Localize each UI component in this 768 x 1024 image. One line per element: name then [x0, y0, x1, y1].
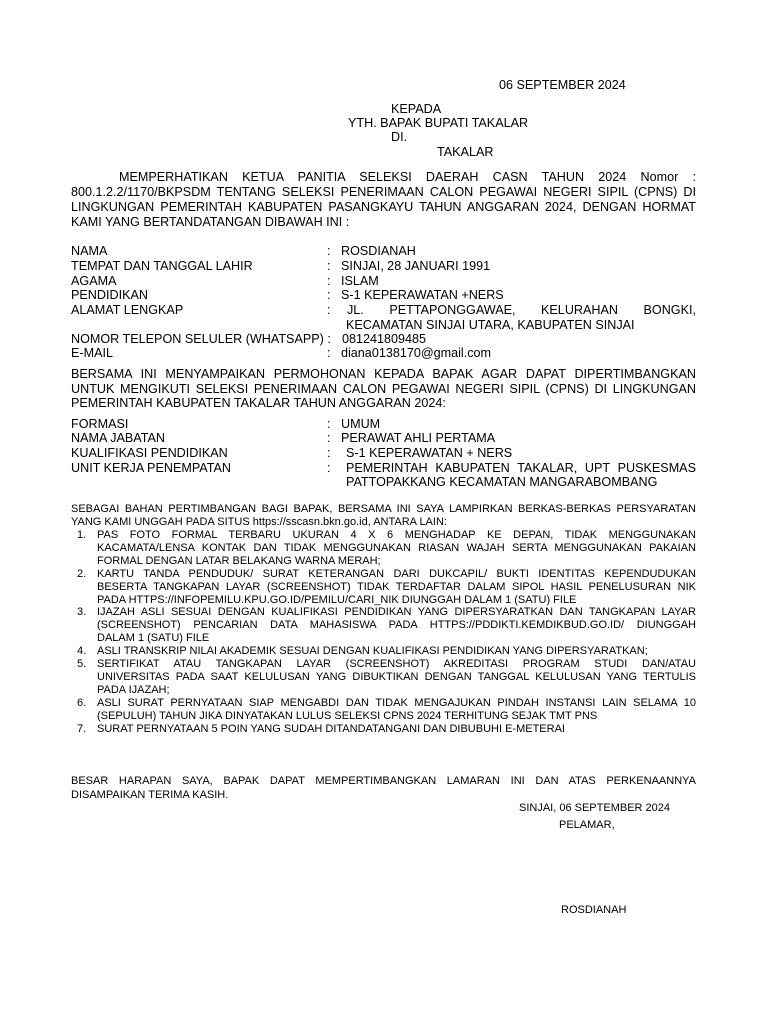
field-value: ISLAM: [341, 274, 379, 288]
field-colon: :: [327, 461, 331, 475]
field-value: PERAWAT AHLI PERTAMA: [341, 431, 496, 445]
signature-role: PELAMAR,: [559, 819, 615, 831]
attachment-number: 1.: [77, 529, 87, 541]
field-value: S-1 KEPERAWATAN +NERS: [341, 288, 504, 302]
identity-row-education: [71, 288, 701, 303]
field-label: NOMOR TELEPON SELULER (WHATSAPP) :: [71, 332, 331, 346]
intro-line-2: 800.1.2.2/1170/BKPSDM TENTANG SELEKSI PENERIMAAN CALON PEGAWAI NEGERI SIPIL (CPNS) DI: [71, 185, 696, 199]
field-label: TEMPAT DAN TANGGAL LAHIR: [71, 259, 253, 273]
request-line-1: BERSAMA INI MENYAMPAIKAN PERMOHONAN KEPADA BAPAK AGAR DAPAT DIPERTIMBANGKAN: [71, 367, 696, 381]
field-label: E-MAIL: [71, 346, 113, 360]
position-row-qualification: [71, 446, 701, 461]
field-label: NAMA JABATAN: [71, 431, 166, 445]
attachment-number: 3.: [77, 606, 87, 618]
field-value: 081241809485: [342, 332, 427, 346]
intro-line-3: LINGKUNGAN PEMERINTAH KABUPATEN PASANGKAYU TAHUN ANGGARAN 2024, DENGAN HORMAT: [71, 200, 696, 214]
attachments-intro-line-1: SEBAGAI BAHAN PERTIMBANGAN BAGI BAPAK, BERSAMA INI SAYA LAMPIRKAN BERKAS-BERKAS PERSYARATAN: [71, 503, 696, 515]
field-value: S-1 KEPERAWATAN + NERS: [346, 446, 513, 460]
field-label: AGAMA: [71, 274, 117, 288]
position-row-unit: [71, 461, 701, 476]
identity-row-address: [71, 303, 701, 318]
intro-line-4: KAMI YANG BERTANDATANGAN DIBAWAH INI :: [71, 215, 350, 229]
recipient-line-4: TAKALAR: [437, 145, 494, 159]
attachment-line: ASLI SURAT PERNYATAAN SIAP MENGABDI DAN TIDAK MENGAJUKAN PINDAH INSTANSI LAIN SELAMA 10: [97, 697, 696, 709]
field-value: JL. PETTAPONGGAWAE, KELURAHAN BONGKI,: [347, 303, 696, 317]
field-colon: :: [327, 431, 331, 445]
signature-place-date: SINJAI, 06 SEPTEMBER 2024: [519, 802, 671, 814]
identity-row-religion: [71, 274, 701, 289]
attachment-line: SURAT PERNYATAAN 5 POIN YANG SUDAH DITANDATANGANI DAN DIBUBUHI E-METERAI: [97, 723, 565, 735]
field-label: PENDIDIKAN: [71, 288, 148, 302]
attachment-line: IJAZAH ASLI SESUAI DENGAN KUALIFIKASI PENDIDIKAN YANG DIPERSYARATKAN DAN TANGKAPAN LAYAR: [97, 606, 696, 618]
field-label: NAMA: [71, 244, 108, 258]
attachment-number: 2.: [77, 568, 87, 580]
position-row-title: [71, 431, 701, 446]
field-colon: :: [327, 446, 331, 460]
field-value: SINJAI, 28 JANUARI 1991: [341, 259, 491, 273]
field-colon: :: [327, 288, 331, 302]
closing-line-1: BESAR HARAPAN SAYA, BAPAK DAPAT MEMPERTIMBANGKAN LAMARAN INI DAN ATAS PERKENAANNYA: [71, 775, 696, 787]
signature-name: ROSDIANAH: [561, 904, 627, 916]
attachment-line: KARTU TANDA PENDUDUK/ SURAT KETERANGAN DARI DUKCAPIL/ BUKTI IDENTITAS KEPENDUDUKAN: [97, 568, 696, 580]
attachment-number: 5.: [77, 658, 87, 670]
attachment-line: (SCREENSHOT) PENCARIAN DATA MAHASISWA PADA HTTPS://PDDIKTI.KEMDIKBUD.GO.ID/ DIUNGGAH: [97, 619, 696, 631]
attachment-number: 4.: [77, 645, 87, 657]
letter-date: 06 SEPTEMBER 2024: [499, 78, 626, 92]
field-colon: :: [327, 417, 331, 431]
closing-line-2: DISAMPAIKAN TERIMA KASIH.: [71, 789, 229, 801]
identity-row-phone: [71, 332, 701, 347]
attachment-line: PAS FOTO FORMAL TERBARU UKURAN 4 X 6 MENGHADAP KE DEPAN, TIDAK MENGGUNAKAN: [97, 529, 696, 541]
attachment-number: 6.: [77, 697, 87, 709]
identity-row-name: [71, 244, 701, 259]
attachment-line: DALAM 1 (SATU) FILE: [97, 632, 210, 644]
attachments-intro-line-2: YANG KAMI UNGGAH PADA SITUS https://sscasn.bkn.go.id, ANTARA LAIN:: [71, 516, 447, 528]
position-row-formation: [71, 417, 701, 432]
field-label: FORMASI: [71, 417, 129, 431]
field-colon: :: [327, 259, 331, 273]
attachment-line: PADA IJAZAH;: [97, 684, 170, 696]
field-value: PEMERINTAH KABUPATEN TAKALAR, UPT PUSKESMAS: [346, 461, 696, 475]
field-label: KUALIFIKASI PENDIDIKAN: [71, 446, 228, 460]
identity-row-birth: [71, 259, 701, 274]
field-value: diana0138170@gmail.com: [341, 346, 492, 360]
attachment-line: BESERTA TANGKAPAN LAYAR (SCREENSHOT) TIDAK TERDAFTAR DALAM SIPOL HASIL PENELUSURAN NIK: [97, 581, 696, 593]
field-value: ROSDIANAH: [341, 244, 416, 258]
field-colon: :: [327, 274, 331, 288]
attachment-line: PADA HTTPS://INFOPEMILU.KPU.GO.ID/PEMILU/CARI_NIK DIUNGGAH DALAM 1 (SATU) FILE: [97, 594, 577, 606]
request-line-2: UNTUK MENGIKUTI SELEKSI PENERIMAAN CALON PEGAWAI NEGERI SIPIL (CPNS) DI LINGKUNGAN: [71, 382, 696, 396]
field-label: UNIT KERJA PENEMPATAN: [71, 461, 232, 475]
recipient-line-3: DI.: [391, 130, 408, 144]
identity-row-email: [71, 346, 701, 361]
field-colon: :: [327, 346, 331, 360]
attachment-number: 7.: [77, 723, 87, 735]
unit-line-2: PATTOPAKKANG KECAMATAN MANGARABOMBANG: [346, 475, 658, 489]
field-value: UMUM: [341, 417, 381, 431]
attachment-line: UNIVERSITAS PADA SAAT KELULUSAN YANG DIBUKTIKAN DENGAN TANGGAL KELULUSAN YANG TERTULIS: [97, 671, 696, 683]
field-colon: :: [327, 244, 331, 258]
recipient-line-2: YTH. BAPAK BUPATI TAKALAR: [348, 116, 529, 130]
attachment-line: (SEPULUH) TAHUN JIKA DINYATAKAN LULUS SELEKSI CPNS 2024 TERHITUNG SEJAK TMT PNS: [97, 710, 598, 722]
address-line-2: KECAMATAN SINJAI UTARA, KABUPATEN SINJAI: [346, 318, 635, 332]
attachment-line: ASLI TRANSKRIP NILAI AKADEMIK SESUAI DENGAN KUALIFIKASI PENDIDIKAN YANG DIPERSYARATKAN;: [97, 645, 648, 657]
intro-line-1: MEMPERHATIKAN KETUA PANITIA SELEKSI DAERAH CASN TAHUN 2024 Nomor :: [119, 170, 696, 184]
attachment-line: FORMAL DENGAN LATAR BELAKANG WARNA MERAH;: [97, 555, 381, 567]
field-label: ALAMAT LENGKAP: [71, 303, 184, 317]
attachment-line: SERTIFIKAT ATAU TANGKAPAN LAYAR (SCREENSHOT) AKREDITASI PROGRAM STUDI DAN/ATAU: [97, 658, 696, 670]
request-line-3: PEMERINTAH KABUPATEN TAKALAR TAHUN ANGGARAN 2024:: [71, 396, 446, 410]
field-colon: :: [327, 303, 331, 317]
recipient-line-1: KEPADA: [391, 102, 442, 116]
attachment-line: KACAMATA/LENSA KONTAK DAN TIDAK MENGGUNAKAN RIASAN WAJAH SERTA MENGGUNAKAN PAKAIAN: [97, 542, 696, 554]
